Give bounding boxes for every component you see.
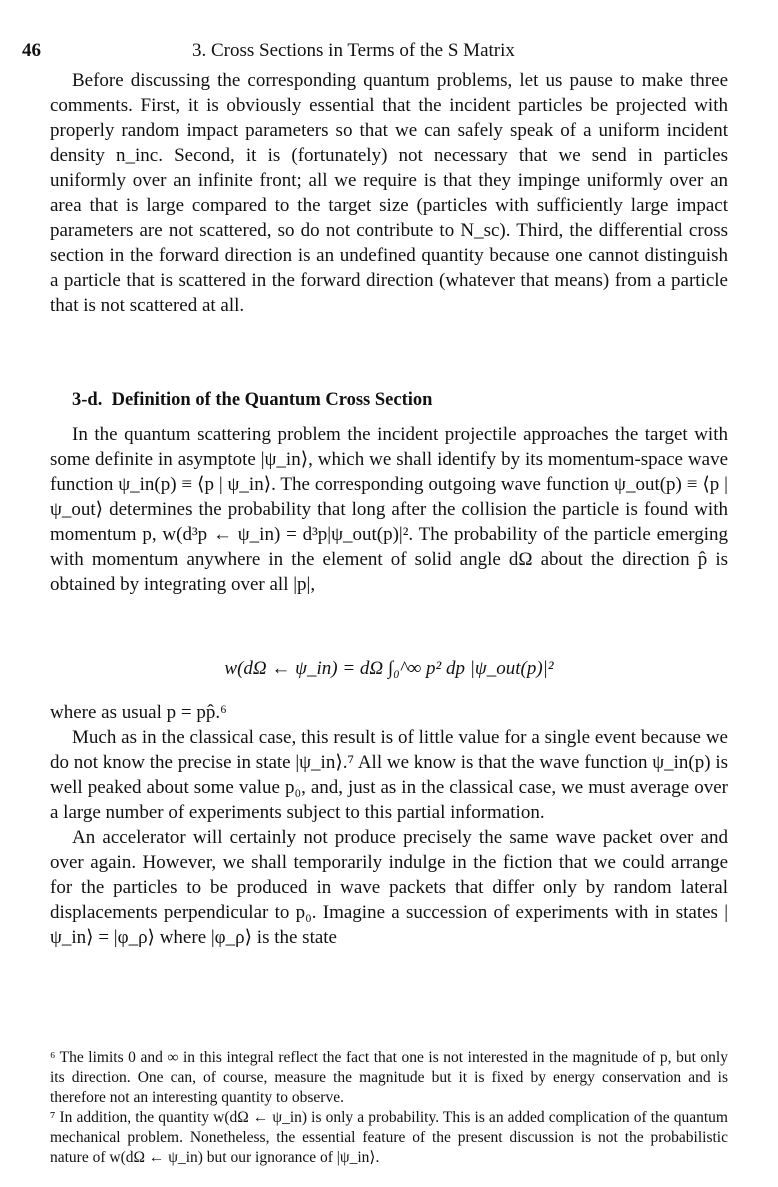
footnote-6: ⁶ The limits 0 and ∞ in this integral reflect the fact that one is not interested in the magnitude of p, but only its direction. One can, of course, measure the magnitude but it is fixed by energy conservation and is therefore not an interesting quantity to observe. [50, 1049, 728, 1106]
page-header [22, 38, 742, 64]
display-equation: w(dΩ ← ψ_in) = dΩ ∫₀^∞ p² dp |ψ_out(p)|² [224, 658, 554, 679]
body-block-2 [50, 422, 728, 597]
body-block-3 [50, 700, 728, 950]
paragraph-4: Much as in the classical case, this result is of little value for a single event because we do not know the precise in state |ψ_in⟩.⁷ All we know is that the wave function ψ_in(p) is well peaked about some value p₀, and, just as in the classical case, we must average over a large number of experiments subject to this partial information. [50, 727, 729, 823]
paragraph-3: where as usual p = pp̂.⁶ [50, 702, 227, 723]
paragraph-1: Before discussing the corresponding quantum problems, let us pause to make three comments. First, it is obviously essential that the incident particles be projected with properly random impact parameters so that we can safely speak of a uniform incident density n_inc. Second, it is (fortunately) not necessary that we send in particles uniformly over an infinite front; all we require is that they impinge uniformly over an area that is large compared to the target size (particles with sufficiently large impact parameters are not scattered, so do not contribute to N_sc). Third, the differential cross section in the forward direction is an undefined quantity because one cannot distinguish a particle that is scattered in the forward direction (whatever that means) from a particle that is not scattered at all. [50, 70, 728, 316]
footnotes [50, 1048, 728, 1168]
paragraph-5: An accelerator will certainly not produce precisely the same wave packet over and over again. However, we shall temporarily indulge in the fiction that we could arrange for the particles to be produced in wave packets that differ only by random lateral displacements perpendicular to p₀. Imagine a succession of experiments with in states |ψ_in⟩ = |φ_ρ⟩ where |φ_ρ⟩ is the state [50, 827, 728, 948]
running-head: 3. Cross Sections in Terms of the S Matrix [192, 40, 515, 61]
body-block-1 [50, 68, 728, 318]
page-number: 46 [22, 40, 41, 61]
section-title: Definition of the Quantum Cross Section [111, 390, 433, 410]
section-heading [72, 388, 722, 413]
section-number: 3-d. [72, 390, 103, 410]
paragraph-2: In the quantum scattering problem the incident projectile approaches the target with some definite in asymptote |ψ_in⟩, which we shall identify by its momentum-space wave function ψ_in(p) ≡ ⟨p | ψ_in⟩. The corresponding outgoing wave function ψ_out(p) ≡ ⟨p | ψ_out⟩ determines the probability that long after the collision the particle is found with momentum p, w(d³p ← ψ_in) = d³p|ψ_out(p)|². The probability of the particle emerging with momentum anywhere in the element of solid angle dΩ about the direction p̂ is obtained by integrating over all |p|, [50, 424, 728, 595]
footnote-7: ⁷ In addition, the quantity w(dΩ ← ψ_in) is only a probability. This is an added complication of the quantum mechanical problem. Nonetheless, the essential feature of the present discussion is not the probabilistic nature of w(dΩ ← ψ_in) but our ignorance of |ψ_in⟩. [50, 1109, 728, 1166]
